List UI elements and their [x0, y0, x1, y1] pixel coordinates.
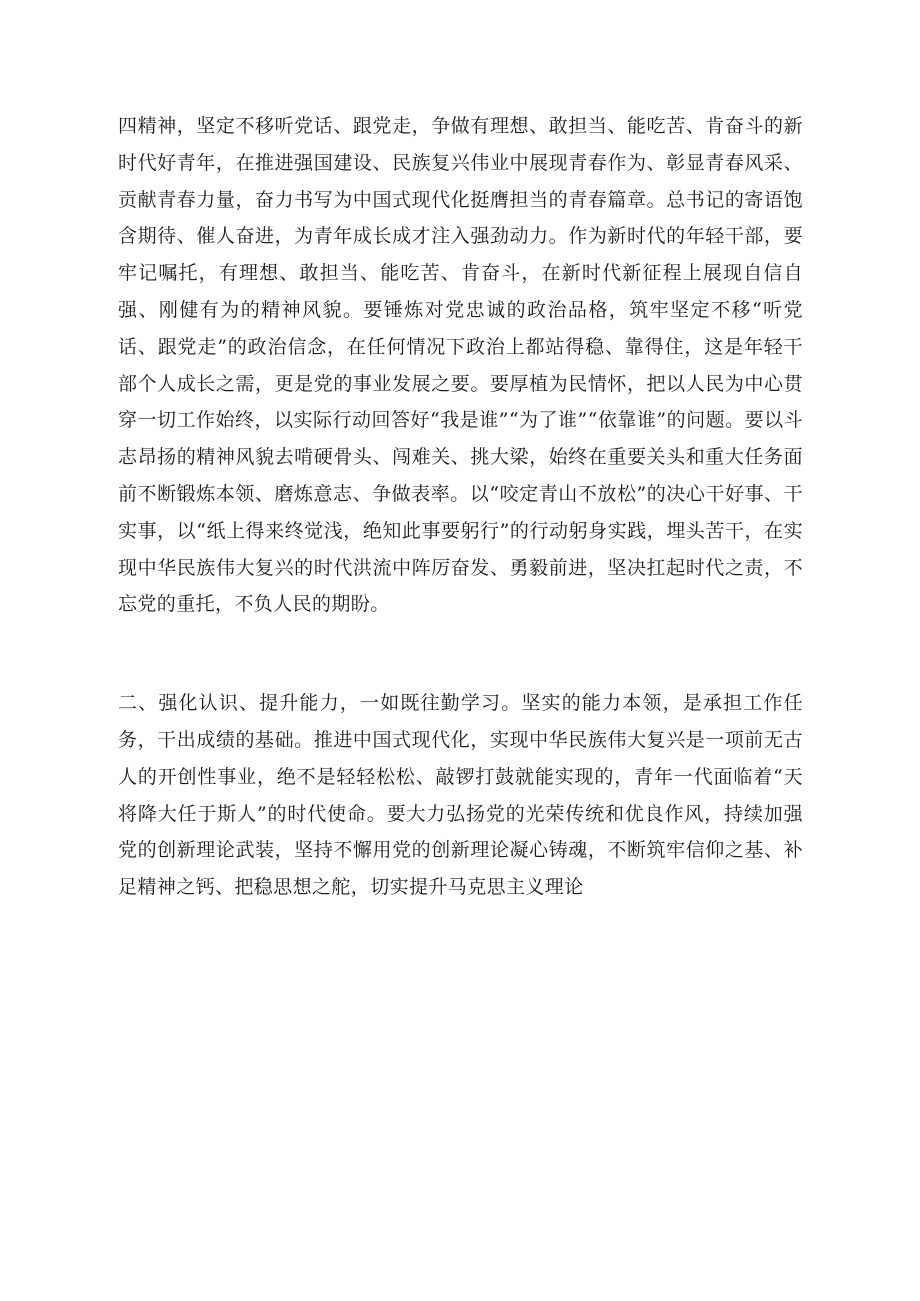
- body-paragraph-1: 四精神，坚定不移听党话、跟党走，争做有理想、敢担当、能吃苦、肯奋斗的新时代好青年，在推进强国建设、民族复兴伟业中展现青春作为、彰显青春风采、贡献青春力量，奋力书写为中国式现代化挺膺担当的青春篇章。总书记的寄语饱含期待、催人奋进，为青年成长成才注入强劲动力。作为新时代的年轻干部，要牢记嘱托，有理想、敢担当、能吃苦、肯奋斗，在新时代新征程上展现自信自强、刚健有为的精神风貌。要锤炼对党忠诚的政治品格，筑牢坚定不移“听党话、跟党走”的政治信念，在任何情况下政治上都站得稳、靠得住，这是年轻干部个人成长之需，更是党的事业发展之要。要厚植为民情怀，把以人民为中心贯穿一切工作始终，以实际行动回答好“我是谁”“为了谁”“依靠谁”的问题。要以斗志昂扬的精神风貌去啃硬骨头、闯难关、挑大梁，始终在重要关头和重大任务面前不断锻炼本领、磨炼意志、争做表率。以“咬定青山不放松”的决心干好事、干实事，以“纸上得来终觉浅，绝知此事要躬行”的行动躬身实践，埋头苦干，在实现中华民族伟大复兴的时代洪流中阵厉奋发、勇毅前进，坚决扛起时代之责，不忘党的重托，不负人民的期盼。: [118, 115, 803, 616]
- document-page: [118, 108, 803, 906]
- body-paragraph-2: 二、强化认识、提升能力，一如既往勤学习。坚实的能力本领，是承担工作任务，干出成绩的基础。推进中国式现代化，实现中华民族伟大复兴是一项前无古人的开创性事业，绝不是轻轻松松、敲锣打鼓就能实现的，青年一代面临着“天将降大任于斯人”的时代使命。要大力弘扬党的光荣传统和优良作风，持续加强党的创新理论武装，坚持不懈用党的创新理论凝心铸魂，不断筑牢信仰之基、补足精神之钙、把稳思想之舵，切实提升马克思主义理论: [118, 692, 803, 899]
- paragraph-spacer: [118, 623, 803, 685]
